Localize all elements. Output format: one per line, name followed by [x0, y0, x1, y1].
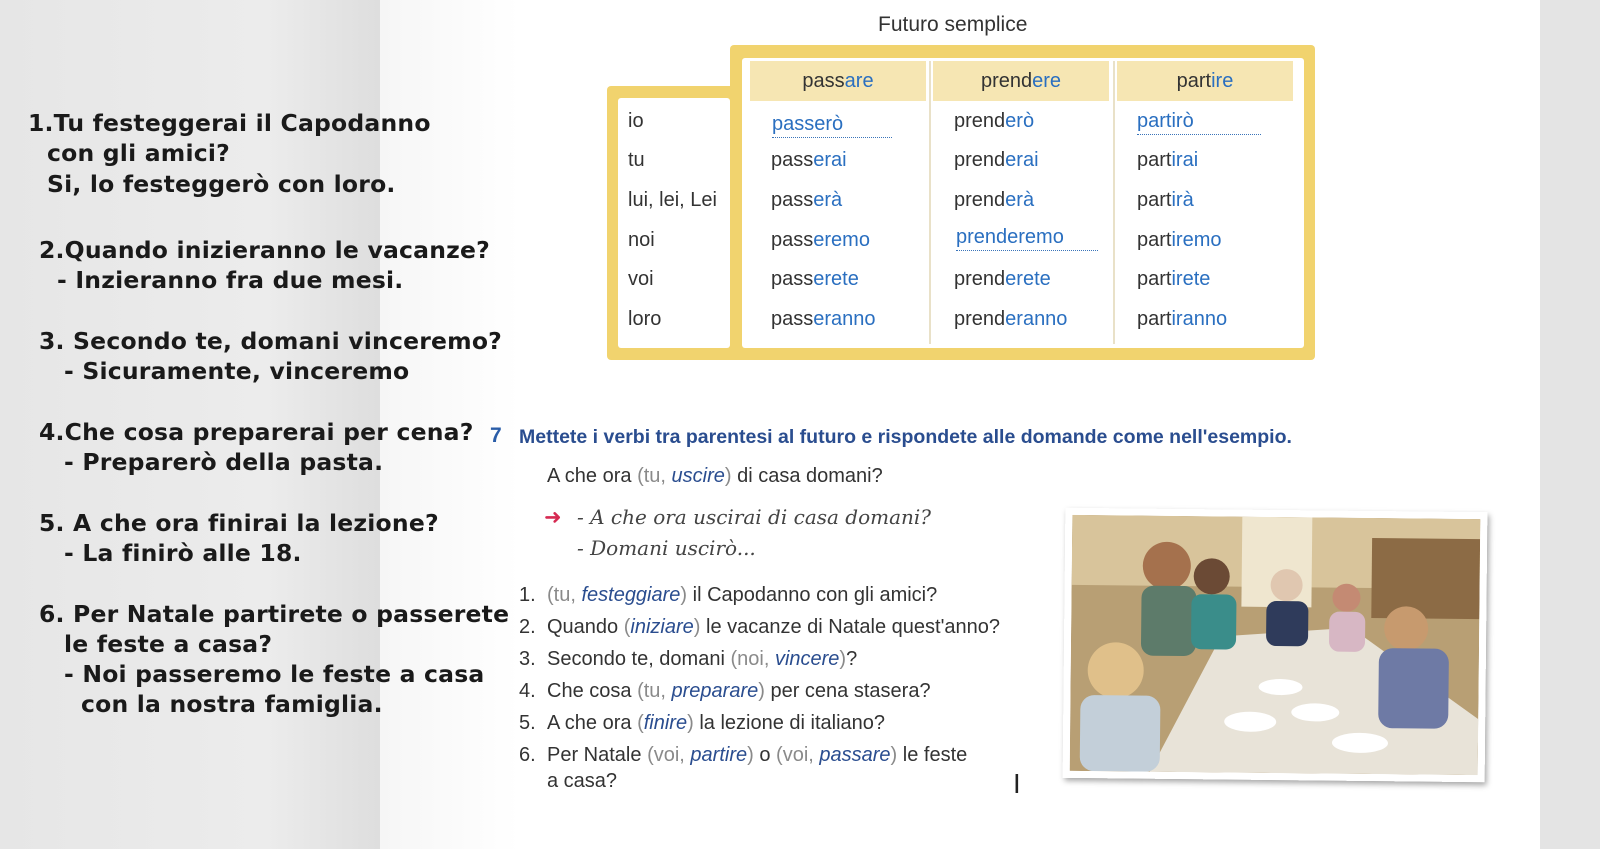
- text-cursor-icon: I: [1013, 770, 1021, 800]
- table-cell: partirai: [1137, 149, 1199, 171]
- pronoun: io: [628, 110, 644, 132]
- example-question: A che ora (tu, uscire) di casa domani?: [547, 465, 883, 487]
- example-answer: - Domani uscirò...: [577, 536, 756, 560]
- arrow-icon: ➜: [544, 506, 562, 529]
- table-cell: partirete: [1137, 268, 1211, 290]
- exercise-number: 7: [490, 424, 502, 447]
- answer-line: 2.Quando inizieranno le vacanze?: [39, 236, 490, 264]
- table-cell: prenderò: [954, 110, 1035, 132]
- exercise-item: (tu, festeggiare) il Capodanno con gli amici?: [547, 584, 938, 606]
- answers-overlay: [0, 0, 540, 849]
- exercise-item: Per Natale (voi, partire) o (voi, passare) le feste: [547, 744, 968, 766]
- item-number: 1.: [519, 584, 536, 606]
- photo-illustration: [1070, 515, 1481, 775]
- example-answer: - A che ora uscirai di casa domani?: [577, 505, 932, 529]
- answer-line: - La finirò alle 18.: [64, 539, 302, 567]
- answer-line: - Noi passeremo le feste a casa: [64, 660, 485, 688]
- table-cell-filled: passerò: [772, 113, 892, 138]
- table-cell-filled: prenderemo: [956, 226, 1098, 251]
- pronoun: noi: [628, 229, 655, 251]
- exercise-item: Quando (iniziare) le vacanze di Natale quest'anno?: [547, 616, 1001, 638]
- column-divider: [1113, 61, 1115, 344]
- answer-line: con la nostra famiglia.: [81, 690, 383, 718]
- pronoun: tu: [628, 149, 645, 171]
- exercise-item: Secondo te, domani (noi, vincere)?: [547, 648, 858, 670]
- item-number: 3.: [519, 648, 536, 670]
- answer-line: 1.Tu festeggerai il Capodanno: [28, 109, 431, 137]
- answer-line: con gli amici?: [47, 139, 230, 167]
- item-number: 6.: [519, 744, 536, 766]
- pronoun: voi: [628, 268, 654, 290]
- exercise-item: Che cosa (tu, preparare) per cena stasera?: [547, 680, 931, 702]
- column-divider: [929, 61, 931, 344]
- item-number: 4.: [519, 680, 536, 702]
- table-cell: prenderai: [954, 149, 1039, 171]
- exercise-item-continuation: a casa?: [547, 770, 618, 792]
- table-cell: prenderete: [954, 268, 1051, 290]
- table-cell: passeranno: [771, 308, 876, 330]
- right-margin: [1540, 0, 1600, 849]
- answer-line: - Preparerò della pasta.: [64, 448, 384, 476]
- table-cell: passerete: [771, 268, 859, 290]
- exercise-item: A che ora (finire) la lezione di italiano?: [547, 712, 886, 734]
- item-number: 5.: [519, 712, 536, 734]
- dinner-toast-photo: [1063, 508, 1488, 782]
- table-cell: prenderà: [954, 189, 1035, 211]
- answer-line: Si, lo festeggerò con loro.: [47, 170, 396, 198]
- answer-line: - Inzieranno fra due mesi.: [57, 266, 404, 294]
- pronoun: lui, lei, Lei: [628, 189, 717, 211]
- exercise-instruction: Mettete i verbi tra parentesi al futuro e rispondete alle domande come nell'esempio.: [519, 426, 1292, 448]
- verb-header-prendere: prendere: [933, 61, 1109, 101]
- answer-line: 4.Che cosa preparerai per cena?: [39, 418, 474, 446]
- answer-line: 6. Per Natale partirete o passerete: [39, 600, 510, 628]
- verb-header-passare: passare: [750, 61, 926, 101]
- table-cell: passeremo: [771, 229, 870, 251]
- pronoun: loro: [628, 308, 662, 330]
- table-cell: partirà: [1137, 189, 1194, 211]
- table-title: Futuro semplice: [878, 13, 1028, 36]
- answer-line: 3. Secondo te, domani vinceremo?: [39, 327, 502, 355]
- verb-header-partire: partire: [1117, 61, 1293, 101]
- table-cell: passerai: [771, 149, 847, 171]
- answer-line: - Sicuramente, vinceremo: [64, 357, 410, 385]
- item-number: 2.: [519, 616, 536, 638]
- table-cell: partiranno: [1137, 308, 1228, 330]
- table-cell: passerà: [771, 189, 843, 211]
- table-cell-filled: partirò: [1137, 110, 1261, 135]
- table-cell: partiremo: [1137, 229, 1222, 251]
- answer-line: 5. A che ora finirai la lezione?: [39, 509, 439, 537]
- answer-line: le feste a casa?: [64, 630, 273, 658]
- table-cell: prenderanno: [954, 308, 1068, 330]
